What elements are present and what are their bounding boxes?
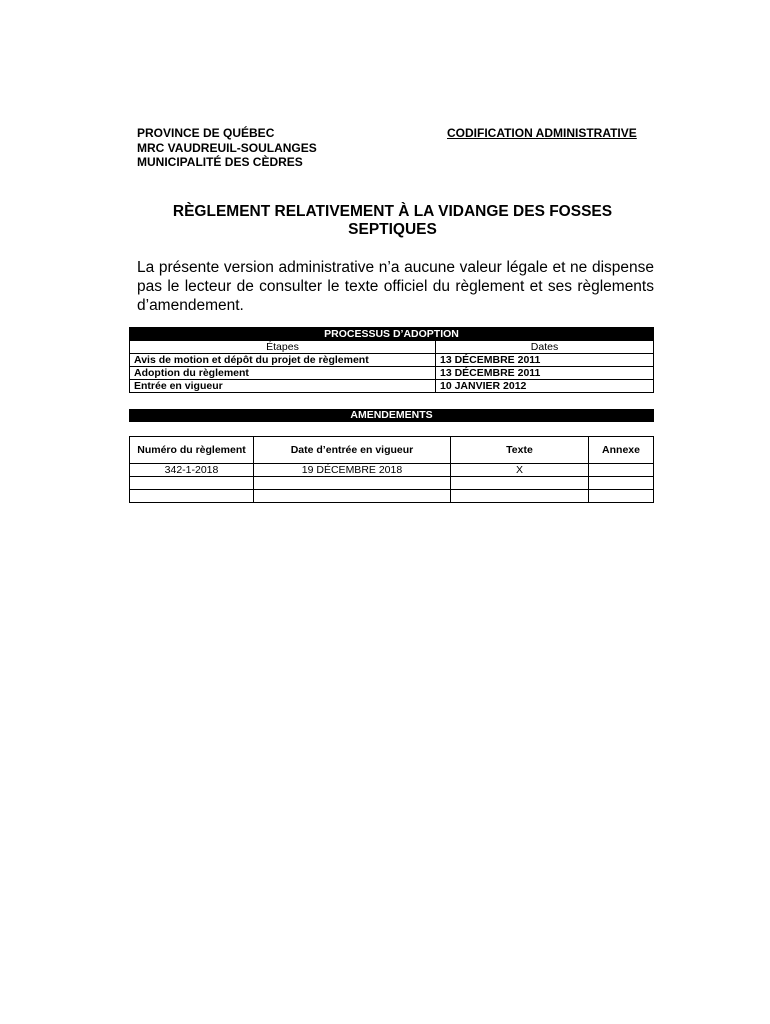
table-row bbox=[130, 367, 654, 380]
table-row bbox=[130, 490, 654, 503]
effective-date-cell: 19 DÉCEMBRE 2018 bbox=[254, 464, 451, 477]
date-cell: 10 JANVIER 2012 bbox=[436, 380, 654, 393]
regulation-number-header: Numéro du règlement bbox=[130, 437, 254, 464]
table-row bbox=[130, 477, 654, 490]
dates-column-header: Dates bbox=[436, 341, 654, 354]
header-left bbox=[137, 126, 317, 170]
regulation-number-cell bbox=[130, 477, 254, 490]
step-cell: Entrée en vigueur bbox=[130, 380, 436, 393]
date-cell: 13 DÉCEMBRE 2011 bbox=[436, 354, 654, 367]
text-cell: X bbox=[451, 464, 589, 477]
effective-date-cell bbox=[254, 490, 451, 503]
mrc-line: MRC VAUDREUIL-SOULANGES bbox=[137, 140, 317, 155]
annex-cell bbox=[589, 464, 654, 477]
text-header: Texte bbox=[451, 437, 589, 464]
document-title: RÈGLEMENT RELATIVEMENT À LA VIDANGE DES FOSSES SEPTIQUES bbox=[172, 203, 613, 238]
text-cell bbox=[451, 490, 589, 503]
amendments-table bbox=[129, 436, 654, 503]
date-cell: 13 DÉCEMBRE 2011 bbox=[436, 367, 654, 380]
annex-cell bbox=[589, 477, 654, 490]
effective-date-header: Date d’entrée en vigueur bbox=[254, 437, 451, 464]
codification-label: CODIFICATION ADMINISTRATIVE bbox=[447, 126, 637, 140]
step-cell: Avis de motion et dépôt du projet de règlement bbox=[130, 354, 436, 367]
text-cell bbox=[451, 477, 589, 490]
table-row bbox=[130, 354, 654, 367]
amendments-heading: AMENDEMENTS bbox=[129, 409, 654, 422]
step-cell: Adoption du règlement bbox=[130, 367, 436, 380]
annex-header: Annexe bbox=[589, 437, 654, 464]
annex-cell bbox=[589, 490, 654, 503]
province-line: PROVINCE DE QUÉBEC bbox=[137, 126, 275, 140]
adoption-table bbox=[129, 327, 654, 393]
table-row bbox=[130, 464, 654, 477]
regulation-number-cell: 342-1-2018 bbox=[130, 464, 254, 477]
municipality-line: MUNICIPALITÉ DES CÈDRES bbox=[137, 155, 303, 169]
adoption-table-heading: PROCESSUS D’ADOPTION bbox=[130, 328, 654, 341]
disclaimer-paragraph: La présente version administrative n’a aucune valeur légale et ne dispense pas le lecteur de consulter le texte officiel du règlement et ses règlements d’amendement. bbox=[137, 259, 654, 314]
table-row bbox=[130, 380, 654, 393]
effective-date-cell bbox=[254, 477, 451, 490]
steps-column-header: Étapes bbox=[130, 341, 436, 354]
regulation-number-cell bbox=[130, 490, 254, 503]
